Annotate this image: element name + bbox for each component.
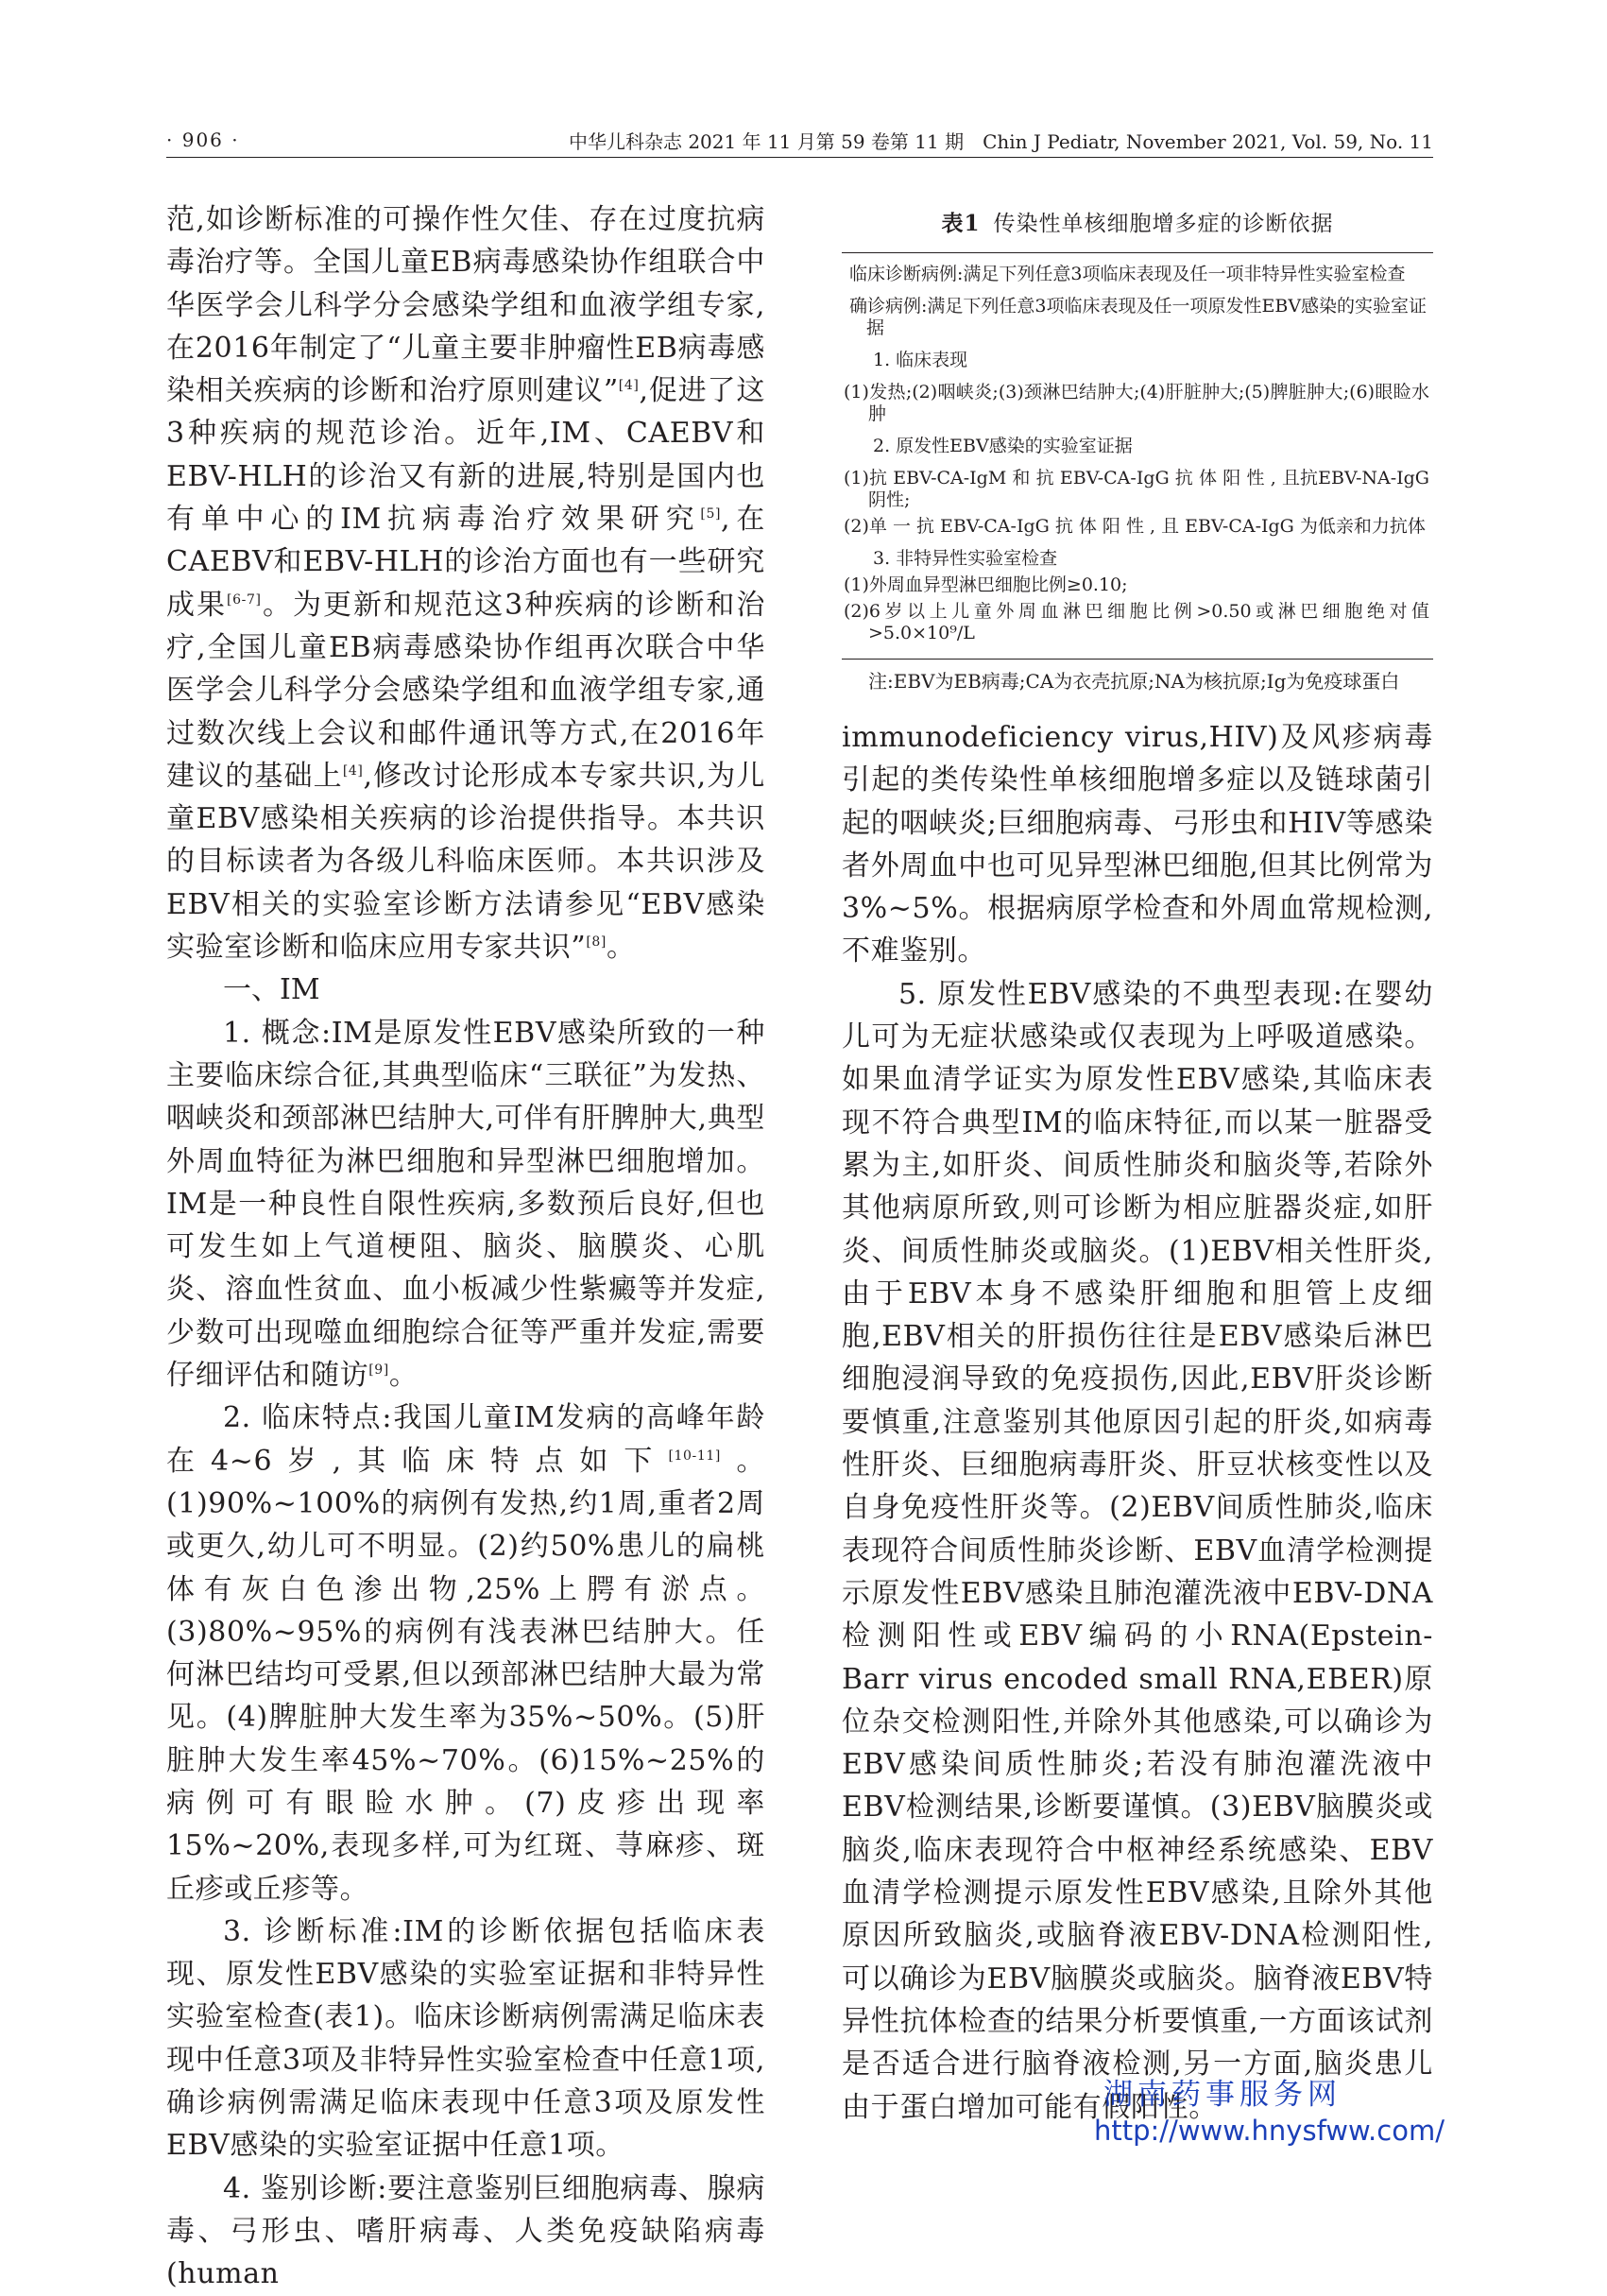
concept-text-end: 。 (388, 1359, 419, 1393)
table-title: 传染性单核细胞增多症的诊断依据 (993, 212, 1334, 236)
page-number: · 906 · (166, 129, 240, 151)
journal-citation: 中华儿科杂志 2021 年 11 月第 59 卷第 11 期 Chin J Pediatr, November 2021, Vol. 59, No. 11 (568, 129, 1433, 153)
watermark-name: 湖南药事服务网 (1103, 2078, 1342, 2112)
clinical-features-paragraph (166, 1396, 765, 1910)
clinical-text-b: 。(1)90%~100%的病例有发热,约1周,重者2周或更久,幼儿可不明显。(2)约50%患儿的扁桃体有灰白色渗出物,25%上腭有淤点。(3)80%~95%的病例有浅表淋巴结肿大。任何淋巴结均可受累,但以颈部淋巴结肿大最为常见。(4)脾脏肿大发生率为35%~50%。(5)肝脏肿大发生率45%~70%。(6)15%~25%的病例可有眼睑水肿。(7)皮疹出现率15%~20%,表现多样,可为红斑、荨麻疹、斑丘疹或丘疹等。 (166, 1444, 765, 1906)
table-row: 确诊病例:满足下列任意3项临床表现及任一项原发性EBV感染的实验室证据 (849, 296, 1427, 338)
concept-text: 1. 概念:IM是原发性EBV感染所致的一种主要临床综合征,其典型临床“三联征”为发热、咽峡炎和颈部淋巴结肿大,可伴有肝脾肿大,典型外周血特征为淋巴细胞和异型淋巴细胞增加。IM是一种良性自限性疾病,多数预后良好,但也可发生如上气道梗阻、脑炎、脑膜炎、心肌炎、溶血性贫血、血小板减少性紫癜等并发症,少数可出现噬血细胞综合征等严重并发症,需要仔细评估和随访 (166, 1016, 765, 1393)
intro-text-2: ,促进了这3种疾病的规范诊治。近年,IM、CAEBV和EBV-HLH的诊治又有新的进展,特别是国内也有单中心的IM抗病毒治疗效果研究 (166, 374, 765, 537)
citation-ref: [9] (368, 1362, 389, 1379)
table-row: (2)单 一 抗 EBV-CA-IgG 抗 体 阳 性 , 且 EBV-CA-IgG 为低亲和力抗体 (844, 516, 1426, 537)
table-row: 2. 原发性EBV感染的实验室证据 (873, 436, 1133, 456)
citation-ref: [4] (342, 762, 364, 779)
table-number: 表1 (941, 211, 981, 236)
clinical-text-a: 2. 临床特点:我国儿童IM发病的高峰年龄在4~6岁,其临床特点如下 (166, 1401, 765, 1478)
intro-text-5: ,修改讨论形成本专家共识,为儿童EBV感染相关疾病的诊治提供指导。本共识的目标读者为各级儿科临床医师。本共识涉及EBV相关的实验室诊断方法请参见“EBV感染实验室诊断和临床应用专家共识” (166, 759, 765, 965)
citation-ref: [8] (586, 934, 607, 951)
section-heading: 一、IM (223, 973, 320, 1007)
citation-ref: [5] (700, 506, 722, 523)
table-note: 注:EBV为EB病毒;CA为衣壳抗原;NA为核抗原;Ig为免疫球蛋白 (868, 670, 1400, 693)
table-caption (842, 206, 1433, 237)
differential-continued-paragraph: immunodeficiency virus,HIV)及风疹病毒引起的类传染性单核细胞增多症以及链球菌引起的咽峡炎;巨细胞病毒、弓形虫和HIV等感染者外周血中也可见异型淋巴细胞,但其比例常为3%~5%。根据病原学检查和外周血常规检测,不难鉴别。 (842, 721, 1433, 968)
table-row: (1)发热;(2)咽峡炎;(3)颈淋巴结肿大;(4)肝脏肿大;(5)脾脏肿大;(6)眼睑水肿 (844, 382, 1429, 424)
intro-text-6: 。 (606, 931, 636, 965)
table-row: (1)外周血异型淋巴细胞比例≥0.10; (844, 574, 1128, 595)
citation-ref: [6-7] (227, 591, 262, 608)
citation-ref: [4] (618, 378, 640, 394)
watermark (1094, 2070, 1445, 2147)
diagnosis-paragraph: 3. 诊断标准:IM的诊断依据包括临床表现、原发性EBV感染的实验室证据和非特异性实验室检查(表1)。临床诊断病例需满足临床表现中任意3项及非特异性实验室检查中任意1项,确诊病例需满足临床表现中任意3项及原发性EBV感染的实验室证据中任意1项。 (166, 1914, 765, 2163)
running-header (166, 123, 1433, 158)
diagnosis-table (842, 252, 1433, 660)
table-row: (1)抗 EBV-CA-IgM 和 抗 EBV-CA-IgG 抗 体 阳 性 , 且抗EBV-NA-IgG阴性; (844, 468, 1429, 510)
table-row: (2)6岁以上儿童外周血淋巴细胞比例>0.50或淋巴细胞绝对值>5.0×10⁹/L (844, 601, 1429, 643)
differential-paragraph: 4. 鉴别诊断:要注意鉴别巨细胞病毒、腺病毒、弓形虫、嗜肝病毒、人类免疫缺陷病毒(human (166, 2171, 765, 2291)
table-row: 3. 非特异性实验室检查 (873, 548, 1058, 569)
citation-ref: [10-11] (668, 1448, 721, 1464)
intro-text-4: 。为更新和规范这3种疾病的诊断和治疗,全国儿童EB病毒感染协作组再次联合中华医学会儿科学分会感染学组和血液学组专家,通过数次线上会议和邮件通讯等方式,在2016年建议的基础上 (166, 588, 765, 793)
right-column (842, 198, 1433, 2129)
watermark-url: http://www.hnysfww.com/ (1094, 2115, 1445, 2147)
table-row: 1. 临床表现 (873, 350, 968, 370)
table-row: 临床诊断病例:满足下列任意3项临床表现及任一项非特异性实验室检查 (849, 264, 1406, 284)
intro-text-1: 范,如诊断标准的可操作性欠佳、存在过度抗病毒治疗等。全国儿童EB病毒感染协作组联合中华医学会儿科学分会感染学组和血液学组专家,在2016年制定了“儿童主要非肿瘤性EB病毒感染相关疾病的诊断和治疗原则建议” (166, 203, 765, 408)
concept-paragraph (166, 1012, 765, 1397)
atypical-presentation-paragraph: 5. 原发性EBV感染的不典型表现:在婴幼儿可为无症状感染或仅表现为上呼吸道感染。如果血清学证实为原发性EBV感染,其临床表现不符合典型IM的临床特征,而以某一脏器受累为主,如肝炎、间质性肺炎和脑炎等,若除外其他病原所致,则可诊断为相应脏器炎症,如肝炎、间质性肺炎或脑炎。(1)EBV相关性肝炎,由于EBV本身不感染肝细胞和胆管上皮细胞,EBV相关的肝损伤往往是EBV感染后淋巴细胞浸润导致的免疫损伤,因此,EBV肝炎诊断要慎重,注意鉴别其他原因引起的肝炎,如病毒性肝炎、巨细胞病毒肝炎、肝豆状核变性以及自身免疫性肝炎等。(2)EBV间质性肺炎,临床表现符合间质性肺炎诊断、EBV血清学检测提示原发性EBV感染且肺泡灌洗液中EBV-DNA检测阳性或EBV编码的小RNA(Epstein-Barr virus encoded small RNA,EBER)原位杂交检测阳性,并除外其他感染,可以确诊为EBV感染间质性肺炎;若没有肺泡灌洗液中EBV检测结果,诊断要谨慎。(3)EBV脑膜炎或脑炎,临床表现符合中枢神经系统感染、EBV血清学检测提示原发性EBV感染,且除外其他原因所致脑炎,或脑脊液EBV-DNA检测阳性,可以确诊为EBV脑膜炎或脑炎。脑脊液EBV特异性抗体检查的结果分析要慎重,一方面该试剂是否适合进行脑脊液检测,另一方面,脑炎患儿由于蛋白增加可能有假阳性。 (842, 977, 1433, 2124)
intro-text-3: ,在CAEBV和EBV-HLH的诊治方面也有一些研究成果 (166, 503, 765, 622)
intro-paragraph (166, 198, 765, 968)
left-column (166, 198, 765, 2296)
